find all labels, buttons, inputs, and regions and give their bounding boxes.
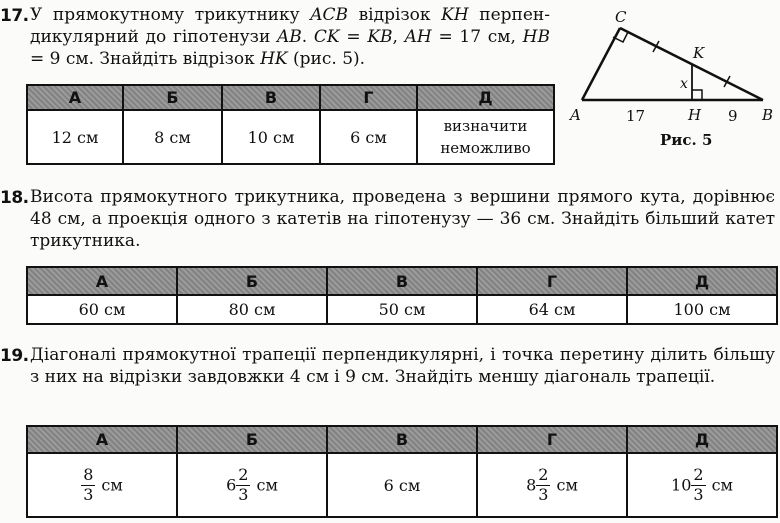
problem-17 xyxy=(30,4,550,70)
problem-18-text: Висота прямокутного трикутника, проведена з вершини прямого кута, дорівнює 48 см, а проекція одного з катетів на гіпотенузу — 36 см. Знайдіть більший катет трикутника. xyxy=(30,187,775,251)
label-b: B xyxy=(762,106,774,124)
fraction: $\frac{2}{3}$ xyxy=(693,465,704,504)
header-a: А xyxy=(27,426,177,453)
label-h: H xyxy=(688,106,702,124)
label-9: 9 xyxy=(728,107,738,125)
header-v: В xyxy=(327,426,477,453)
answer-table-19 xyxy=(26,425,778,518)
header-v: В xyxy=(327,267,477,295)
header-g: Г xyxy=(477,267,627,295)
problem-18 xyxy=(30,186,775,252)
problem-17-text: У прямокутному трикутнику ACB відрізок KH перпен-дикулярний до гіпотенузи AB. CK = KB, AH = 17 см, HB = 9 см. Знайдіть відрізок HK (рис. 5). xyxy=(30,5,551,69)
header-b: Б xyxy=(177,426,327,453)
answer-table-17 xyxy=(26,84,555,165)
answer-g[interactable]: 6 см xyxy=(320,110,417,164)
problem-19 xyxy=(30,344,775,388)
answer-a[interactable]: $\frac{8}{3}$ см xyxy=(27,453,177,517)
problem-19-text: Діагоналі прямокутної трапеції перпендикулярні, і точка перетину ділить більшу з них на відрізки завдовжки 4 см і 9 см. Знайдіть меншу діагональ трапеції. xyxy=(30,345,775,387)
header-a: А xyxy=(27,267,177,295)
fraction: $\frac{2}{3}$ xyxy=(238,465,249,504)
header-d: Д xyxy=(627,267,777,295)
header-g: Г xyxy=(477,426,627,453)
side-ac xyxy=(582,28,620,100)
answer-b[interactable]: 8 см xyxy=(123,110,222,164)
answer-v[interactable]: 50 см xyxy=(327,295,477,324)
answer-g[interactable]: 8 $\frac{2}{3}$ см xyxy=(477,453,627,517)
label-c: C xyxy=(615,8,627,26)
answer-g[interactable]: 64 см xyxy=(477,295,627,324)
header-d: Д xyxy=(627,426,777,453)
problem-17-number: 17. xyxy=(0,6,29,26)
answer-d[interactable]: 100 см xyxy=(627,295,777,324)
label-x: x xyxy=(680,76,688,92)
right-angle-h xyxy=(692,90,702,100)
answer-a[interactable]: 60 см xyxy=(27,295,177,324)
header-b: Б xyxy=(177,267,327,295)
header-d: Д xyxy=(417,85,554,110)
answer-v[interactable]: 10 см xyxy=(222,110,320,164)
answer-d[interactable]: визначити неможливо xyxy=(417,110,554,164)
header-a: А xyxy=(27,85,123,110)
problem-18-number: 18. xyxy=(0,188,29,208)
fraction: $\frac{8}{3}$ xyxy=(83,465,94,504)
label-k: K xyxy=(693,44,705,62)
answer-table-18 xyxy=(26,266,778,325)
fraction: $\frac{2}{3}$ xyxy=(538,465,549,504)
header-b: Б xyxy=(123,85,222,110)
answer-b[interactable]: 6 $\frac{2}{3}$ см xyxy=(177,453,327,517)
problem-19-number: 19. xyxy=(0,346,29,366)
answer-v[interactable]: 6 см xyxy=(327,453,477,517)
answer-d[interactable]: 10 $\frac{2}{3}$ см xyxy=(627,453,777,517)
answer-b[interactable]: 80 см xyxy=(177,295,327,324)
figure-5-triangle xyxy=(560,0,775,130)
figure-caption: Рис. 5 xyxy=(660,131,713,149)
header-g: Г xyxy=(320,85,417,110)
label-17: 17 xyxy=(626,107,646,125)
label-a: A xyxy=(570,106,581,124)
answer-a[interactable]: 12 см xyxy=(27,110,123,164)
header-v: В xyxy=(222,85,320,110)
